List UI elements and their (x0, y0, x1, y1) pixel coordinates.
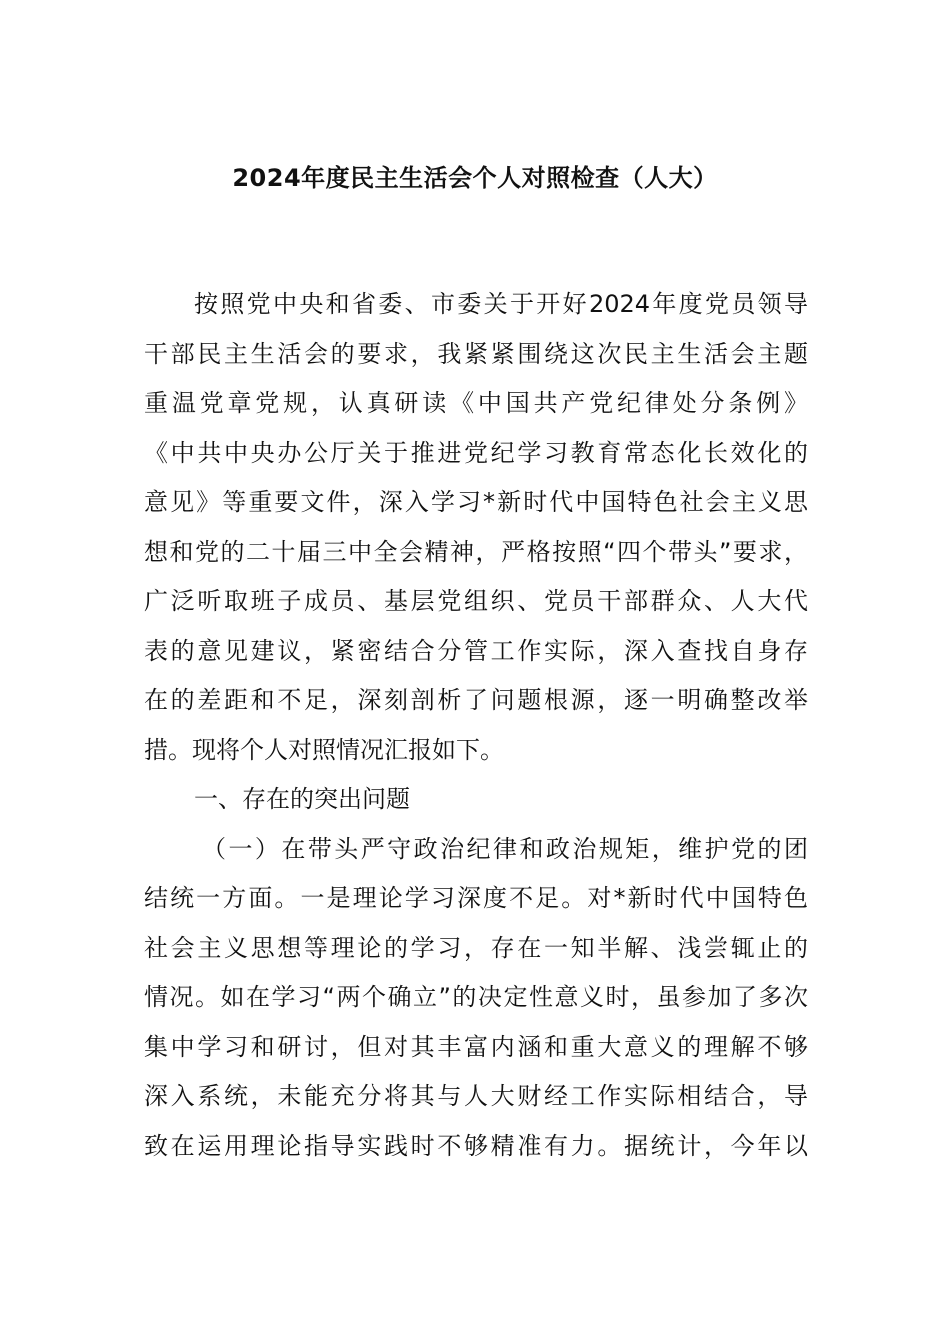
paragraph-line: 《中共中央办公厅关于推进党纪学习教育常态化长效化的 (144, 438, 808, 467)
paragraph-line: 致在运用理论指导实践时不够精准有力。据统计，今年以 (144, 1131, 808, 1160)
paragraph-line: 措。现将个人对照情况汇报如下。 (144, 735, 504, 764)
subsection-line: （一）在带头严守政治纪律和政治规矩，维护党的团 (202, 834, 808, 863)
paragraph-line: 重温党章党规，认真研读《中国共产党纪律处分条例》 (144, 389, 808, 417)
paragraph-line: 干部民主生活会的要求，我紧紧围绕这次民主生活会主题 (144, 339, 808, 368)
paragraph-line: 广泛听取班子成员、基层党组织、党员干部群众、人大代 (144, 587, 808, 615)
paragraph-line: 集中学习和研讨，但对其丰富内涵和重大意义的理解不够 (144, 1032, 808, 1061)
paragraph-line: 表的意见建议，紧密结合分管工作实际，深入查找自身存 (144, 636, 808, 665)
paragraph-line: 意见》等重要文件，深入学习*新时代中国特色社会主义思 (144, 488, 808, 516)
paragraph-line: 想和党的二十届三中全会精神，严格按照“四个带头”要求， (144, 537, 808, 566)
paragraph-line: 深入系统，未能充分将其与人大财经工作实际相结合，导 (144, 1082, 808, 1110)
paragraph-line: 在的差距和不足，深刻剖析了问题根源，逐一明确整改举 (144, 686, 808, 714)
section-heading: 一、存在的突出问题 (194, 785, 410, 813)
paragraph-line: 结统一方面。一是理论学习深度不足。对*新时代中国特色 (144, 884, 808, 912)
document-body (144, 280, 808, 1171)
paragraph-line: 按照党中央和省委、市委关于开好2024年度党员领导 (194, 290, 808, 318)
paragraph-line: 社会主义思想等理论的学习，存在一知半解、浅尝辄止的 (144, 933, 808, 962)
document-title: 2024年度民主生活会个人对照检查（人大） (232, 164, 718, 192)
paragraph-line: 情况。如在学习“两个确立”的决定性意义时，虽参加了多次 (144, 983, 808, 1011)
